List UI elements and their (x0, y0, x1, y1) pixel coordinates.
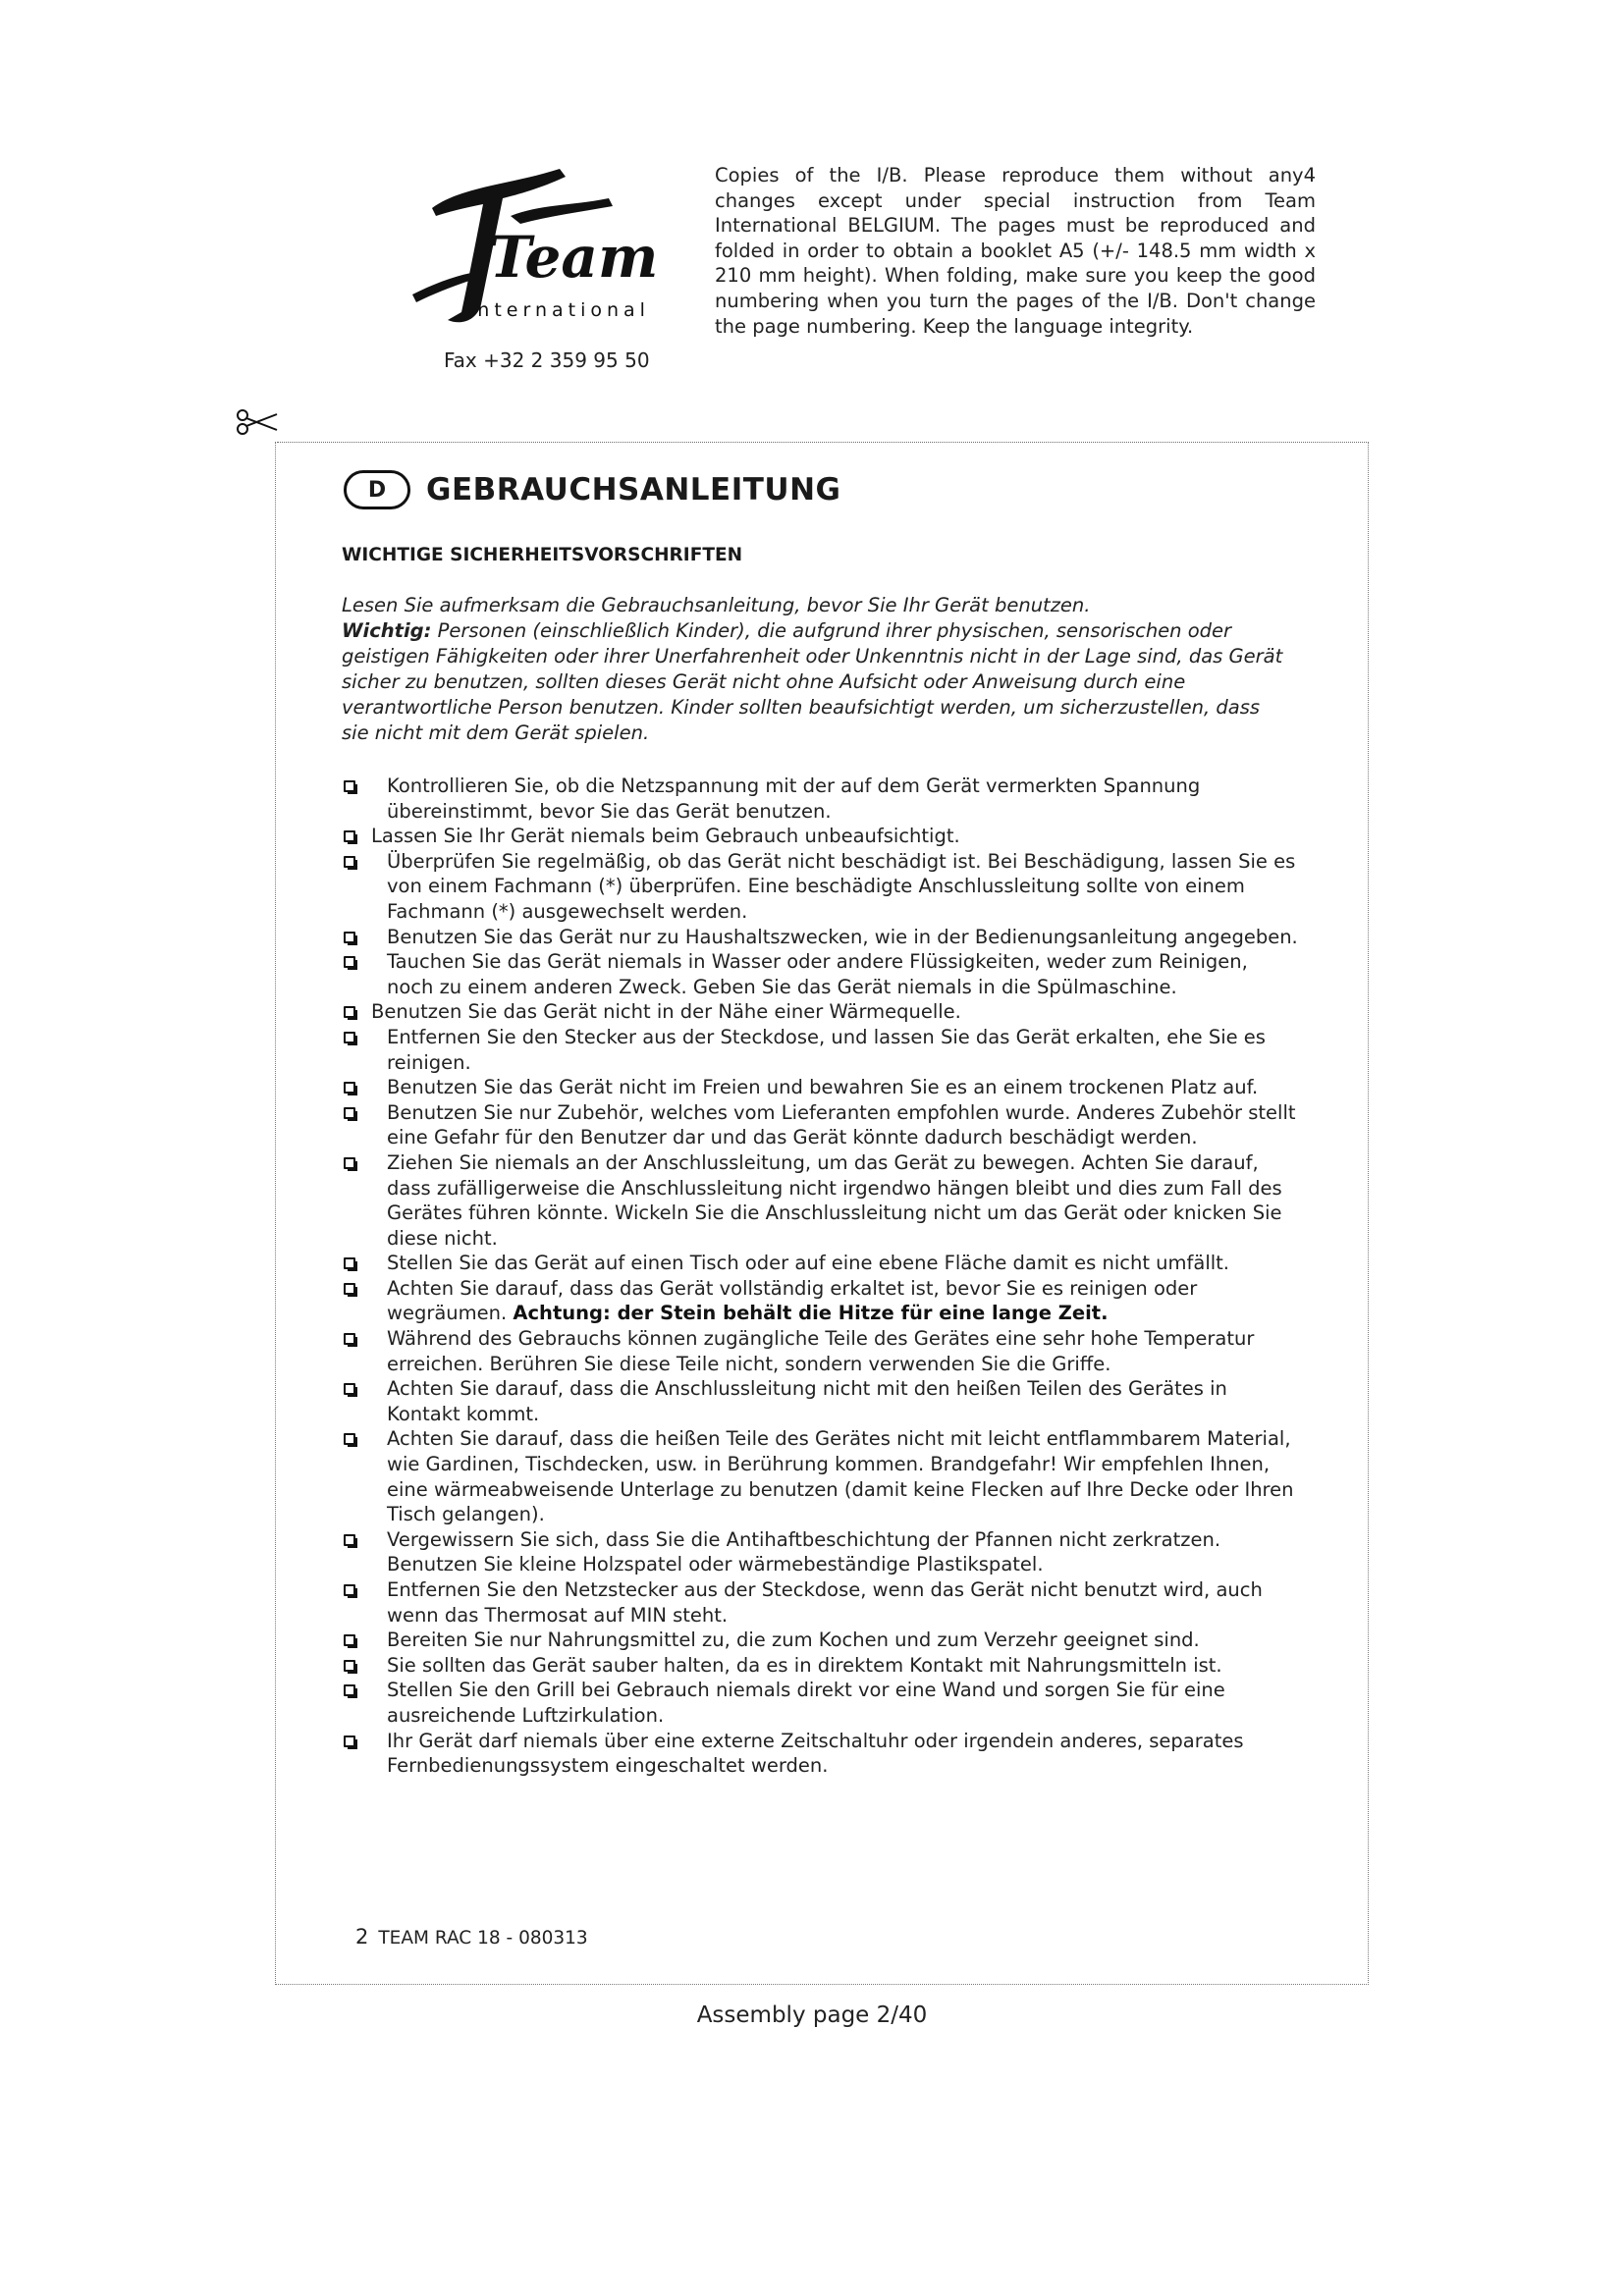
title-row (344, 465, 840, 514)
list-item (342, 774, 1299, 824)
list-item (342, 1376, 1299, 1426)
list-item-text: Benutzen Sie das Gerät nicht im Freien und bewahren Sie es an einem trockenen Platz auf. (387, 1076, 1259, 1099)
list-item (342, 949, 1299, 999)
printer-instructions: Copies of the I/B. Please reproduce them without any4 changes except under special instruction from Team International BELGIUM. The pages must be reproduced and folded in order to obtain a booklet A5 (+/- 148.5 mm width x 210 mm height). When folding, make sure you keep the good numbering when you turn the pages of the I/B. Don't change the page numbering. Keep the language integrity. (715, 164, 1316, 338)
list-item-text: Kontrollieren Sie, ob die Netzspannung mit der auf dem Gerät vermerkten Spannung übereinstimmt, bevor Sie das Gerät benutzen. (387, 774, 1201, 823)
checkbox-bullet-icon (344, 1383, 355, 1395)
list-item-text: Während des Gebrauchs können zugängliche Teile des Gerätes eine sehr hohe Temperatur erreichen. Berühren Sie diese Teile nicht, sondern verwenden Sie die Griffe. (387, 1327, 1255, 1375)
list-item-text: Achten Sie darauf, dass die heißen Teile des Gerätes nicht mit leicht entflammbarem Material, wie Gardinen, Tischdecken, usw. in Berührung kommen. Brandgefahr! Wir empfehlen Ihnen, eine wärmeabweisende Unterlage zu benutzen (damit keine Flecken auf Ihre Decke oder Ihren Tisch gelangen). (387, 1427, 1294, 1526)
list-item-text: Tauchen Sie das Gerät niemals in Wasser oder andere Flüssigkeiten, weder zum Reinigen, noch zu einem anderen Zweck. Geben Sie das Gerät niemals in die Spülmaschine. (387, 950, 1248, 998)
checkbox-bullet-icon (344, 780, 355, 792)
list-item (342, 1276, 1299, 1326)
safety-list (342, 774, 1299, 1779)
checkbox-bullet-icon (344, 1660, 355, 1672)
list-item (342, 1527, 1299, 1577)
checkbox-bullet-icon (344, 1634, 355, 1646)
checkbox-bullet-icon (344, 932, 355, 943)
model-code: TEAM RAC 18 - 080313 (378, 1928, 588, 1949)
intro-line: Lesen Sie aufmerksam die Gebrauchsanleitung, bevor Sie Ihr Gerät benutzen. (342, 594, 1091, 616)
list-item-text: Vergewissern Sie sich, dass Sie die Antihaftbeschichtung der Pfannen nicht zerkratzen. Benutzen Sie kleine Holzspatel oder wärmebeständige Plastikspatel. (387, 1527, 1221, 1576)
warning-text: Personen (einschließlich Kinder), die aufgrund ihrer physischen, sensorischen oder geistigen Fähigkeiten oder ihrer Unerfahrenheit oder Unkenntnis nicht in der Lage sind, das Gerät sicher zu benutzen, sollten dieses Gerät nicht ohne Aufsicht oder Anweisung durch eine verantwortliche Person benutzen. Kinder sollten beaufsichtigt werden, um sicherzustellen, dass sie nicht mit dem Gerät spielen. (342, 619, 1283, 744)
checkbox-bullet-icon (344, 1082, 355, 1094)
list-item (342, 1729, 1299, 1779)
intro-block (342, 593, 1289, 746)
checkbox-bullet-icon (344, 1534, 355, 1546)
language-badge: D (344, 470, 410, 509)
warning-label: Wichtig: (342, 619, 432, 642)
checkbox-bullet-icon (344, 1684, 355, 1696)
list-item-text: Stellen Sie das Gerät auf einen Tisch oder auf eine ebene Fläche damit es nicht umfällt. (387, 1252, 1230, 1275)
list-item (342, 849, 1299, 925)
list-item (342, 925, 1299, 950)
list-item (342, 824, 1299, 849)
list-item-text: Ihr Gerät darf niemals über eine externe Zeitschaltuhr oder irgendein anderes, separates Fernbedienungssystem eingeschaltet werden. (387, 1729, 1244, 1778)
warning-paragraph (342, 618, 1289, 746)
list-item-text: Achten Sie darauf, dass das Gerät vollständig erkaltet ist, bevor Sie es reinigen oder wegräumen. (387, 1276, 1198, 1325)
checkbox-bullet-icon (344, 830, 355, 842)
checkbox-bullet-icon (344, 1257, 355, 1269)
list-item-text: Benutzen Sie das Gerät nur zu Haushaltszwecken, wie in der Bedienungsanleitung angegeben. (387, 925, 1298, 948)
team-international-logo (393, 147, 668, 344)
list-item-text: Benutzen Sie das Gerät nicht in der Nähe einer Wärmequelle. (371, 1000, 961, 1024)
list-item-text: Lassen Sie Ihr Gerät niemals beim Gebrauch unbeaufsichtigt. (371, 825, 960, 848)
logo-word: Team (489, 224, 659, 291)
list-item (342, 1150, 1299, 1251)
checkbox-bullet-icon (344, 1107, 355, 1119)
list-item-text: Benutzen Sie nur Zubehör, welches vom Lieferanten empfohlen wurde. Anderes Zubehör stellt eine Gefahr für den Benutzer dar und das Gerät könnte dadurch beschädigt werden. (387, 1100, 1296, 1149)
logo-subword: international (467, 299, 650, 321)
list-item-text: Stellen Sie den Grill bei Gebrauch niemals direkt vor eine Wand und sorgen Sie für eine ausreichende Luftzirkulation. (387, 1679, 1225, 1727)
list-item-text: Entfernen Sie den Stecker aus der Steckdose, und lassen Sie das Gerät erkalten, ehe Sie es reinigen. (387, 1025, 1266, 1074)
list-item-text: Entfernen Sie den Netzstecker aus der Steckdose, wenn das Gerät nicht benutzt wird, auch wenn das Thermosat auf MIN steht. (387, 1578, 1263, 1627)
assembly-page-label: Assembly page 2/40 (696, 2002, 928, 2028)
list-item-text: Ziehen Sie niemals an der Anschlussleitung, um das Gerät zu bewegen. Achten Sie darauf, dass zufälligerweise die Anschlussleitung nicht irgendwo hängen bleibt und dies zum Fall des Gerätes führen könnte. Wickeln Sie die Anschlussleitung nicht um das Gerät oder knicken Sie diese nicht. (387, 1150, 1282, 1250)
list-item (342, 1075, 1299, 1100)
list-item (342, 1251, 1299, 1276)
list-item (342, 1628, 1299, 1653)
checkbox-bullet-icon (344, 1006, 355, 1018)
checkbox-bullet-icon (344, 1157, 355, 1169)
page-footer (355, 1925, 588, 1949)
page-number: 2 (355, 1925, 369, 1949)
list-item (342, 1653, 1299, 1679)
checkbox-bullet-icon (344, 1433, 355, 1445)
checkbox-bullet-icon (344, 1283, 355, 1295)
checkbox-bullet-icon (344, 1032, 355, 1043)
page-title: GEBRAUCHSANLEITUNG (426, 472, 841, 507)
list-item (342, 1426, 1299, 1526)
list-item (342, 1025, 1299, 1075)
list-item (342, 1100, 1299, 1150)
list-item (342, 1577, 1299, 1628)
checkbox-bullet-icon (344, 1333, 355, 1345)
heat-warning: Achtung: der Stein behält die Hitze für eine lange Zeit. (513, 1302, 1109, 1325)
list-item (342, 999, 1299, 1025)
scissors-icon (236, 408, 279, 436)
checkbox-bullet-icon (344, 856, 355, 868)
list-item (342, 1678, 1299, 1728)
list-item-text: Sie sollten das Gerät sauber halten, da es in direktem Kontakt mit Nahrungsmitteln ist. (387, 1653, 1222, 1677)
checkbox-bullet-icon (344, 956, 355, 968)
checkbox-bullet-icon (344, 1735, 355, 1747)
checkbox-bullet-icon (344, 1584, 355, 1596)
list-item-text: Achten Sie darauf, dass die Anschlussleitung nicht mit den heißen Teilen des Gerätes in Kontakt kommt. (387, 1377, 1227, 1425)
fax-number: Fax +32 2 359 95 50 (444, 348, 650, 372)
list-item-text: Überprüfen Sie regelmäßig, ob das Gerät nicht beschädigt ist. Bei Beschädigung, lassen Sie es von einem Fachmann (*) überprüfen. Eine beschädigte Anschlussleitung sollte von einem Fachmann (*) ausgewechselt werden. (387, 849, 1296, 923)
list-item (342, 1326, 1299, 1376)
section-heading: WICHTIGE SICHERHEITSVORSCHRIFTEN (342, 545, 743, 565)
list-item-text: Bereiten Sie nur Nahrungsmittel zu, die zum Kochen und zum Verzehr geeignet sind. (387, 1629, 1200, 1652)
